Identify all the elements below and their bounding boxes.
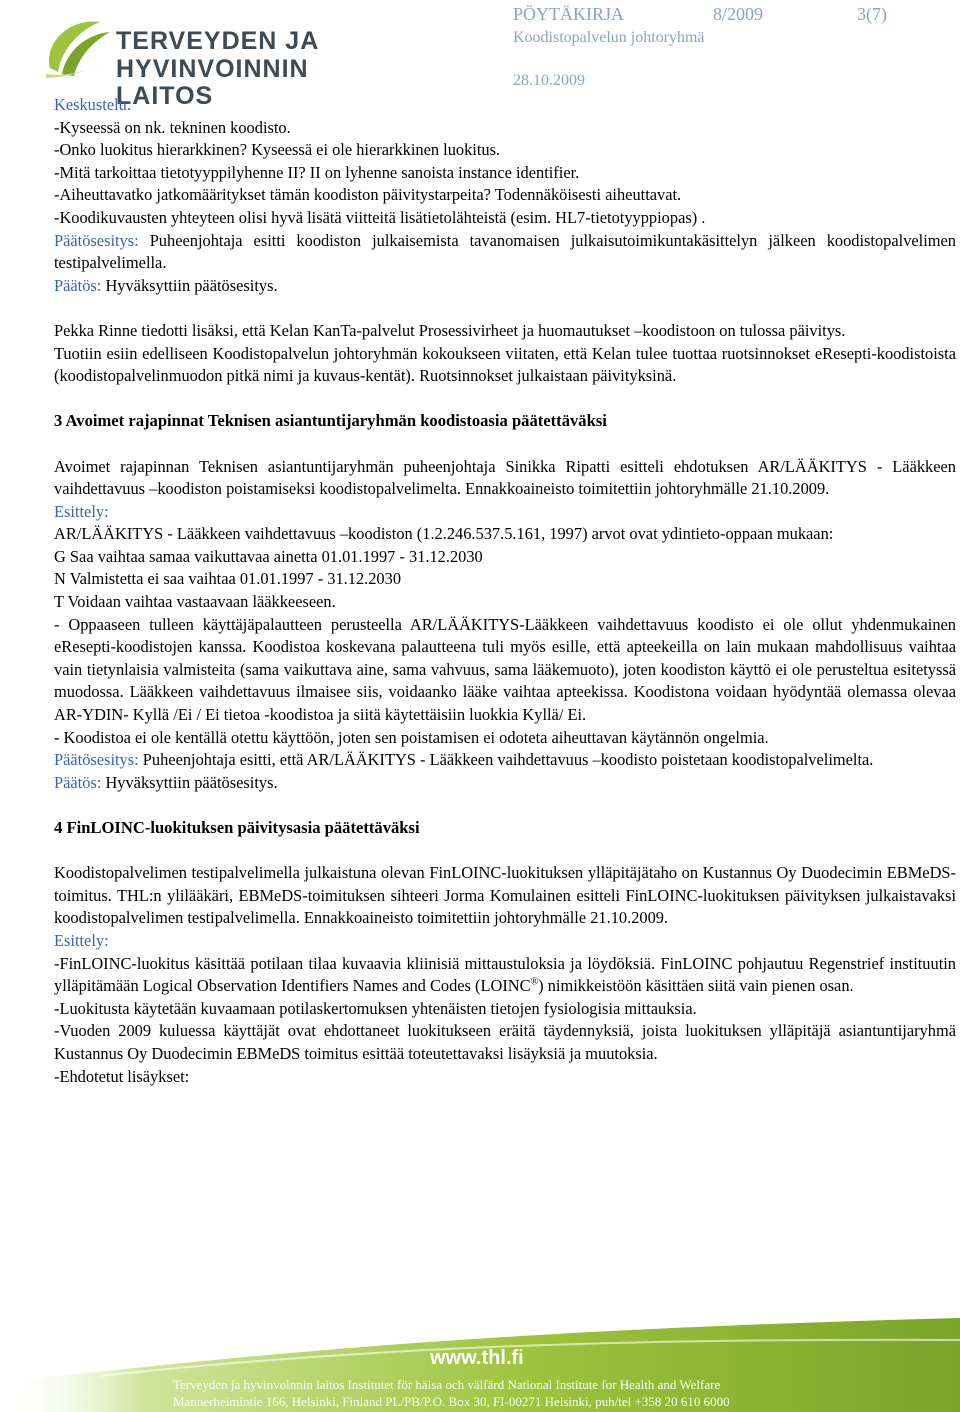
decision-label: Päätös: <box>54 275 102 295</box>
keskustelu-label: Keskustelu: <box>54 95 132 114</box>
decision-paragraph <box>54 772 956 795</box>
proposal-label: Päätösesitys: <box>54 230 139 250</box>
text: ) nimikkeistöön käsittäen siitä vain pienen osan. <box>538 976 854 996</box>
paragraph: -Vuoden 2009 kuluessa käyttäjät ovat ehdottaneet luokitukseen eräitä täydennyksiä, joista luokituksen ylläpitäjä asiantuntijaryhmä Kustannus Oy Duodecimin EBMeDS toimitus esittää toteutettavaksi lisäyksiä ja muutoksia. <box>54 1021 956 1063</box>
paragraph: AR/LÄÄKITYS - Lääkkeen vaihdettavuus –koodiston (1.2.246.537.5.161, 1997) arvot ovat ydintieto-oppaan mukaan: <box>54 524 834 544</box>
paragraph: Avoimet rajapinnan Teknisen asiantuntijaryhmän puheenjohtaja Sinikka Ripatti esitteli ehdotuksen AR/LÄÄKITYS - Lääkkeen vaihdettavuus –koodiston poistamiseksi koodistopalvelimelta. Ennakkoaineisto toimitettiin johtoryhmälle 21.10.2009. <box>54 456 956 499</box>
esittely-label: Esittely: <box>54 930 109 950</box>
decision-label: Päätös: <box>54 772 102 792</box>
doc-number: 8/2009 <box>713 4 764 24</box>
discussion-line: -Kyseessä on nk. tekninen koodisto. <box>54 117 291 137</box>
decision-paragraph <box>54 275 956 298</box>
esittely-label: Esittely: <box>54 501 109 521</box>
thl-logo-icon <box>40 12 120 80</box>
section-heading-3: 3 Avoimet rajapinnat Teknisen asiantuntijaryhmän koodistoasia päätettäväksi <box>54 411 607 431</box>
discussion-line: -Mitä tarkoittaa tietotyyppilyhenne II? II on lyhenne sanoista instance identifier. <box>54 162 580 182</box>
footer-url: www.thl.fi <box>430 1347 524 1369</box>
text: -FinLOINC-luokitus käsittää potilaan tilaa kuvaavia kliinisiä mittaustuloksia ja löydöksiä. FinLOINC pohjautuu Regenstrief instituutin ylläpitämään Logical Observation Identifiers Names and Codes (LOINC <box>54 953 956 996</box>
proposal-paragraph <box>54 749 956 772</box>
paragraph: - Koodistoa ei ole kentällä otettu käyttöön, joten sen poistamisen ei odoteta aiheuttavan käytännön ongelmia. <box>54 727 769 747</box>
document-body <box>54 94 956 1088</box>
logo-line1: TERVEYDEN JA <box>116 27 320 55</box>
paragraph: Koodistopalvelimen testipalvelimella julkaistuna olevan FinLOINC-luokituksen ylläpitäjätaho on Kustannus Oy Duodecimin EBMeDS-toimitus. THL:n ylilääkäri, EBMeDS-toimituksen sihteeri Jorma Komulainen esitteli FinLOINC-luokituksen päivityksen julkaistavaksi koodistopalvelimen testipalvelimella. Ennakkoaineisto toimitettiin johtoryhmälle 21.10.2009. <box>54 863 956 928</box>
code-line: G Saa vaihtaa samaa vaikuttavaa ainetta 01.01.1997 - 31.12.2030 <box>54 546 483 566</box>
registered-mark: ® <box>530 976 539 988</box>
meeting-date: 28.10.2009 <box>513 72 585 89</box>
proposal-label: Päätösesitys: <box>54 750 139 770</box>
page-number: 3(7) <box>857 4 887 24</box>
proposal-text: Puheenjohtaja esitti koodiston julkaisemista tavanomaisen julkaisutoimikuntakäsittelyn jälkeen koodistopalvelimen testipalvelimella. <box>54 230 956 273</box>
paragraph: -Ehdotetut lisäykset: <box>54 1066 190 1086</box>
paragraph <box>54 953 956 998</box>
discussion-line: -Koodikuvausten yhteyteen olisi hyvä lisätä viitteitä lisätietolähteistä (esim. HL7-tietotyyppiopas) . <box>54 207 706 227</box>
code-line: T Voidaan vaihtaa vastaavaan lääkkeeseen. <box>54 592 336 612</box>
footer-names: Terveyden ja hyvinvoinnin laitos Institutet för hälsa och välfärd National Institute for Health and Welfare <box>173 1377 721 1392</box>
group-name: Koodistopalvelun johtoryhmä <box>513 29 705 46</box>
proposal-text: Puheenjohtaja esitti, että AR/LÄÄKITYS - Lääkkeen vaihdettavuus –koodisto poistetaan koodistopalvelimelta. <box>138 750 874 770</box>
paragraph: Pekka Rinne tiedotti lisäksi, että Kelan KanTa-palvelut Prosessivirheet ja huomautukset –koodistoon on tulossa päivitys. <box>54 320 846 340</box>
section-heading-4: 4 FinLOINC-luokituksen päivitysasia päätettäväksi <box>54 818 420 837</box>
decision-text: Hyväksyttiin päätösesitys. <box>101 772 278 792</box>
logo-line2: HYVINVOINNIN LAITOS <box>116 55 309 110</box>
proposal-paragraph <box>54 230 956 275</box>
code-line: N Valmistetta ei saa vaihtaa 01.01.1997 - 31.12.2030 <box>54 569 402 589</box>
paragraph: - Oppaaseen tulleen käyttäjäpalautteen perusteella AR/LÄÄKITYS-Lääkkeen vaihdettavuus koodisto ei ole ollut yhdenmukainen eResepti-koodistojen kanssa. Koodistoa koskevana palautteena tuli myös esille, että apteekeilla on lain mukaan mahdollisuus vaihtaa vain tietynlaisia valmisteita (sama vaikuttava aine, sama vahvuus, sama lääkemuoto), joten koodiston käyttö ei ole perusteltua esitetyssä muodossa. Lääkkeen vaihdettavuus ilmaisee siis, voidaanko lääke vaihtaa apteekissa. Koodistona voidaan hyödyntää olemassa olevaa AR-YDIN- Kyllä /Ei / Ei tietoa -koodistoa ja siitä käytettäisiin luokkia Kyllä/ Ei. <box>54 614 956 725</box>
discussion-line: -Aiheuttavatko jatkomääritykset tämän koodiston päivitystarpeita? Todennäköisesti aiheuttavat. <box>54 185 682 205</box>
paragraph: -Luokitusta käytetään kuvaamaan potilaskertomuksen yhtenäisten tietojen fysiologisia mittauksia. <box>54 998 697 1018</box>
paragraph: Tuotiin esiin edelliseen Koodistopalvelun johtoryhmän kokoukseen viitaten, että Kelan tulee tuottaa ruotsinnokset eResepti-koodistoista (koodistopalvelinmuodon pitkä nimi ja kuvaus-kentät). Ruotsinnokset julkaistaan päivityksinä. <box>54 343 956 386</box>
decision-text: Hyväksyttiin päätösesitys. <box>101 275 278 295</box>
doc-type: PÖYTÄKIRJA <box>513 4 625 24</box>
discussion-line: -Onko luokitus hierarkkinen? Kyseessä ei ole hierarkkinen luokitus. <box>54 140 501 160</box>
footer-address: Mannerheimintie 166, Helsinki, Finland PL/PB/P.O. Box 30, FI-00271 Helsinki, puh/tel +358 20 610 6000 <box>173 1394 730 1409</box>
